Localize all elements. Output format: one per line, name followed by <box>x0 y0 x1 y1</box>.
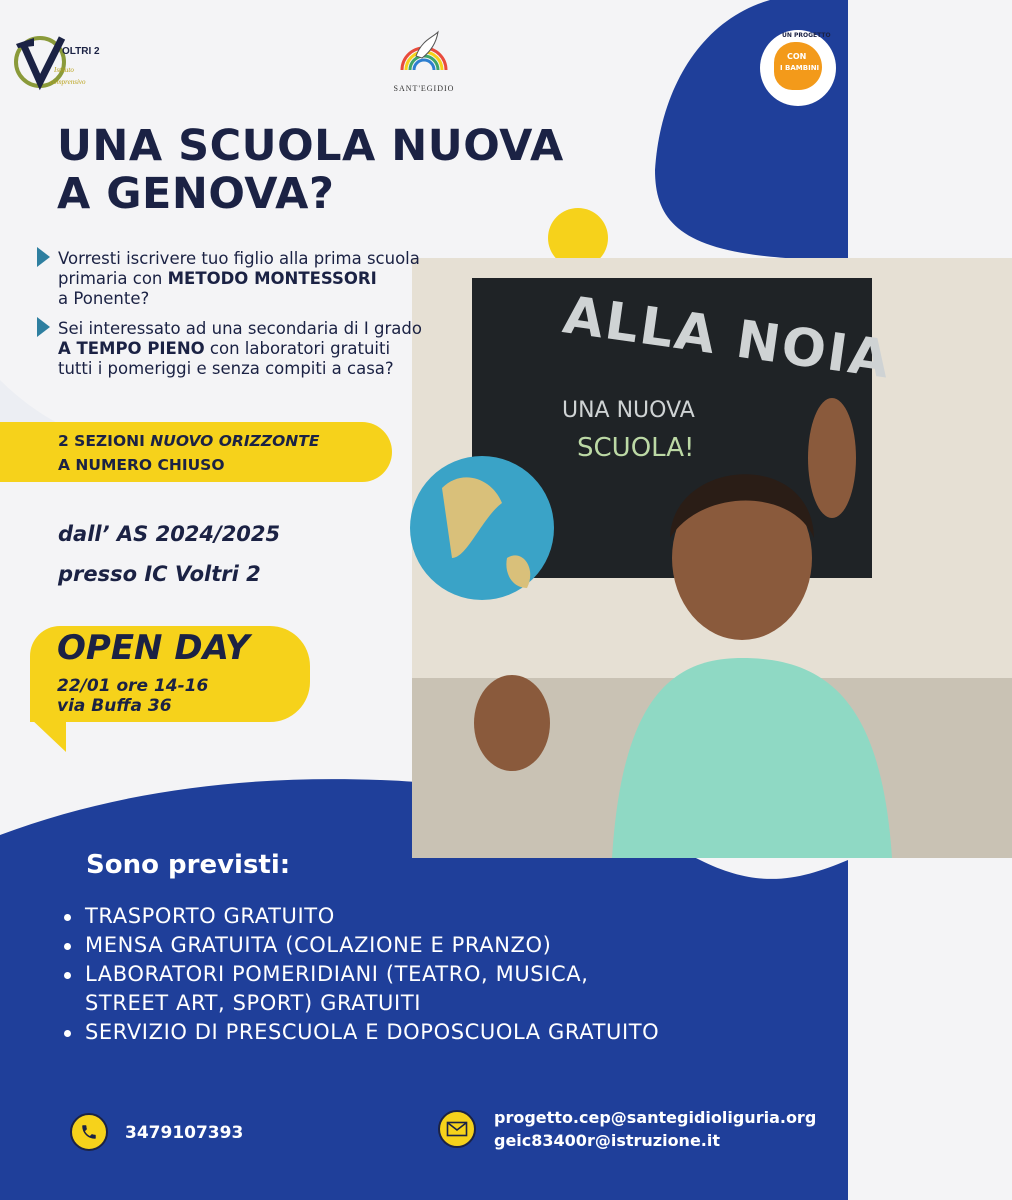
service-item: LABORATORI POMERIDIANI (TEATRO, MUSICA, STREET ART, SPORT) GRATUITI <box>60 960 845 1018</box>
service-item: MENSA GRATUITA (COLAZIONE E PRANZO) <box>60 931 845 960</box>
phone-icon <box>70 1113 108 1151</box>
title-line-1: UNA SCUOLA NUOVA <box>57 121 564 171</box>
question-2 <box>58 319 508 379</box>
question-2-line-3: tutti i pomeriggi e senza compiti a casa? <box>58 359 394 378</box>
school-place: presso IC Voltri 2 <box>58 562 261 586</box>
tempo-pieno-emphasis: A TEMPO PIENO <box>58 339 205 358</box>
title-line-2: A GENOVA? <box>57 169 335 219</box>
con-i-bambini-name1: CON <box>787 52 807 61</box>
con-i-bambini-logo <box>760 30 836 106</box>
montessori-emphasis: METODO MONTESSORI <box>167 269 377 288</box>
chalk-text-2: UNA NUOVA <box>562 398 695 423</box>
con-i-bambini-top: UN PROGETTO <box>782 32 831 39</box>
service-item: TRASPORTO GRATUITO <box>60 902 845 931</box>
sections-banner-line-1: 2 SEZIONI NUOVO ORIZZONTE <box>58 432 320 450</box>
open-day-time: 22/01 ore 14-16 <box>57 676 209 696</box>
santegidio-logo <box>388 30 460 102</box>
service-item: SERVIZIO DI PRESCUOLA E DOPOSCUOLA GRATUITO <box>60 1018 845 1047</box>
bullet-arrow-2 <box>37 317 50 337</box>
question-2-line-2: A TEMPO PIENO con laboratori gratuiti <box>58 339 391 358</box>
chalk-text-1: ALLA NOIA <box>559 285 895 391</box>
open-day-title: OPEN DAY <box>57 628 250 668</box>
services-title: Sono previsti: <box>86 850 291 880</box>
question-1-line-1: Vorresti iscrivere tuo figlio alla prima scuola <box>58 249 420 268</box>
con-i-bambini-name2: I BAMBINI <box>780 64 820 72</box>
chalk-text-3: SCUOLA! <box>577 433 695 463</box>
email-project[interactable]: progetto.cep@santegidioliguria.org <box>494 1108 817 1127</box>
voltri-logo <box>10 32 100 90</box>
bullet-arrow-1 <box>37 247 50 267</box>
open-day-bubble-tail <box>30 718 70 754</box>
question-1-line-2: primaria con METODO MONTESSORI <box>58 269 377 288</box>
question-1 <box>58 249 508 309</box>
svg-text:OLTRI 2: OLTRI 2 <box>62 46 100 57</box>
svg-text:comprensivo: comprensivo <box>50 78 86 86</box>
santegidio-label: SANT'EGIDIO <box>393 84 455 93</box>
school-year: dall’ AS 2024/2025 <box>58 522 281 546</box>
svg-text:Istituto: Istituto <box>54 66 74 74</box>
email-school[interactable]: geic83400r@istruzione.it <box>494 1131 721 1150</box>
page-title <box>57 122 564 218</box>
sections-banner-line-2: A NUMERO CHIUSO <box>58 456 225 474</box>
question-1-line-3: a Ponente? <box>58 289 150 308</box>
mail-icon <box>438 1110 476 1148</box>
phone-number[interactable]: 3479107393 <box>125 1123 244 1143</box>
services-list <box>60 902 845 1047</box>
open-day-address: via Buffa 36 <box>57 696 172 716</box>
question-2-line-1: Sei interessato ad una secondaria di I grado <box>58 319 422 338</box>
